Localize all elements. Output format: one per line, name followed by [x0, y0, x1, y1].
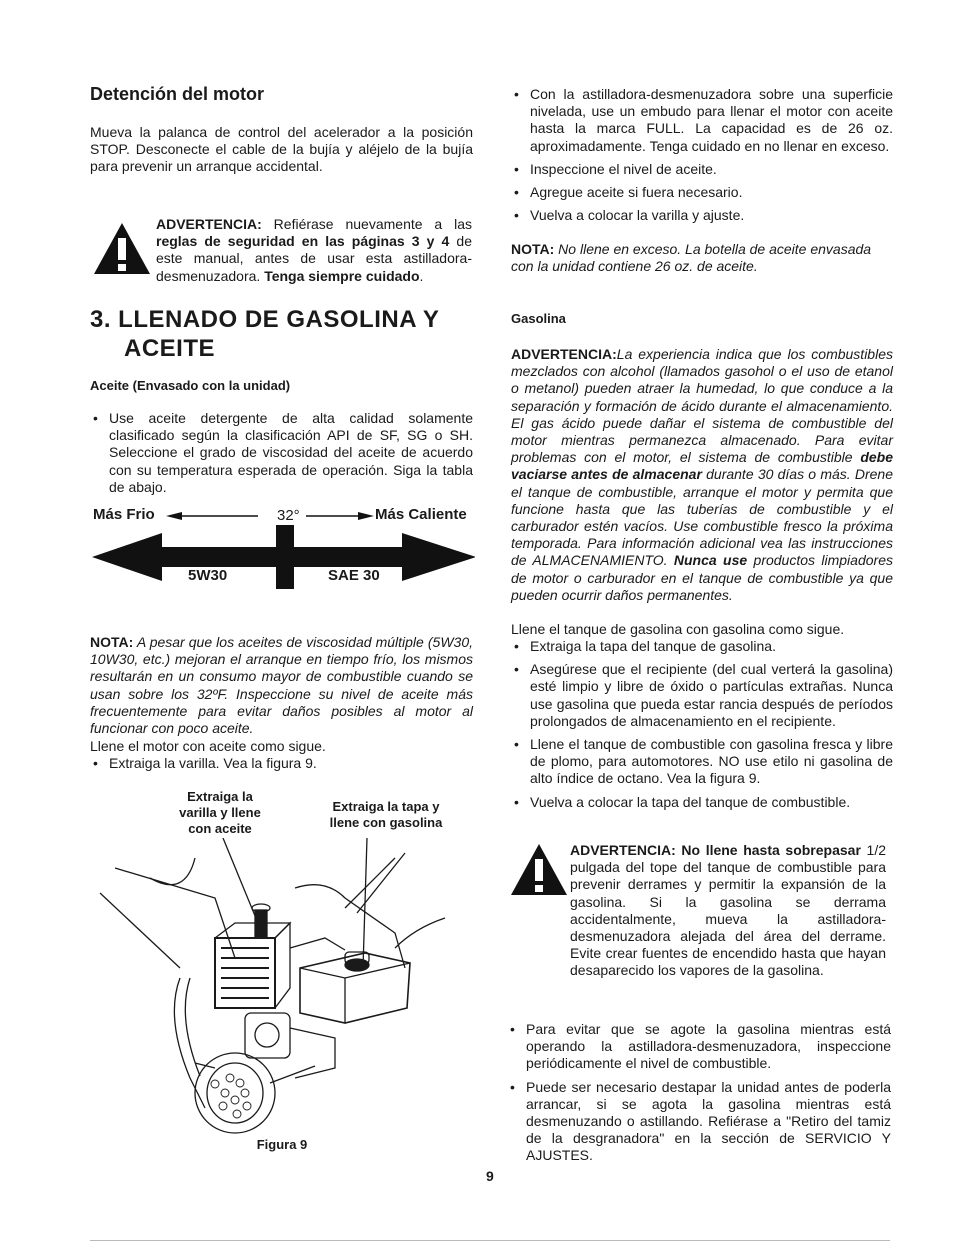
oil-subheading: Aceite (Envasado con la unidad) [90, 378, 291, 393]
callout-line: llene con gasolina [329, 815, 443, 830]
warning-paragraph-2 [570, 842, 886, 980]
oil-bullet-list [90, 410, 473, 502]
viscosity-chart [90, 503, 475, 595]
engine-illustration [95, 838, 455, 1138]
list-item: • Vuelva a colocar la tapa del tanque de combustible. [511, 794, 893, 811]
figure-caption [252, 1137, 312, 1153]
list-item: • Puede ser necesario destapar la unidad antes de poderla arrancar, si se agota la gasolina mientras está desmenuzando o astillando. Refiérase a "Retiro del tamiz de la desgranadora" en la sección de SERVICIO Y AJUSTES. [507, 1079, 891, 1165]
fill-oil-list [90, 755, 473, 778]
fill-gas-intro: Llene el tanque de gasolina con gasolina como sigue. [511, 621, 845, 637]
warning-triangle-icon [92, 221, 152, 276]
list-item: • Extraiga la varilla. Vea la figura 9. [90, 755, 473, 772]
callout-line: Extraiga la tapa y [332, 799, 440, 814]
warning-text-part: Refiérase nuevamente a las [261, 216, 472, 232]
list-item: • Agregue aceite si fuera necesario. [511, 184, 893, 201]
list-item: • Con la astilladora-desmenuzadora sobre una superficie nivelada, use un embudo para llenar el motor con aceite hasta la marca FULL. La capacidad es de 26 oz. aproximadamente. Tenga cuidado en no llenar en exceso. [511, 86, 893, 155]
nota-overfill-paragraph [511, 241, 893, 275]
footer-rule [90, 1240, 890, 1241]
viscosity-arrows-graphic [90, 503, 475, 595]
warning-label: ADVERTENCIA: [511, 346, 617, 362]
section-title-line-2: ACEITE [124, 335, 216, 362]
list-item: • Asegúrese que el recipiente (del cual verterá la gasolina) esté limpio y libre de óxido o partículas extrañas. Nunca use gasolina que pueda estar rancia después de períodos prolongados de almacenamiento en el recipiente. [511, 661, 893, 730]
figure-callout-dipstick [160, 789, 280, 837]
fill-oil-intro: Llene el motor con aceite como sigue. [90, 738, 326, 754]
figure-callout-fuel-cap [316, 799, 456, 831]
warning-bold-ref: reglas de seguridad en las páginas 3 y 4 [156, 233, 450, 250]
nota-paragraph [90, 634, 473, 737]
list-item: • Vuelva a colocar la varilla y ajuste. [511, 207, 893, 224]
section-title-line-1: 3. LLENADO DE GASOLINA Y [90, 306, 440, 333]
chart-cold-label: Más Frio [93, 506, 155, 523]
chart-right-grade: SAE 30 [328, 567, 380, 584]
warning-bold-never: Nunca use [673, 552, 748, 569]
gasoline-subheading: Gasolina [511, 311, 566, 326]
warning-text-part: . [419, 267, 424, 284]
warning-triangle-icon [509, 842, 569, 897]
gas-steps-list [511, 638, 893, 817]
nota-text: A pesar que los aceites de viscosidad múltiple (5W30, 10W30, etc.) mejoran el arranque en tiempo frío, los mismos resultarán en un consumo mayor de combustible cuando se usan sobre los 32ºF. Inspeccione su nivel de aceite más frecuentemente para evitar daños posibles al motor al funcionar con poco aceite. [90, 634, 473, 737]
list-item: • Extraiga la tapa del tanque de gasolina. [511, 638, 893, 655]
list-item: • Para evitar que se agote la gasolina mientras está operando la astilladora-desmenuzadora, inspeccione periódicamente el nivel de combustible. [507, 1021, 891, 1073]
oil-steps-list [511, 86, 893, 230]
nota-text: No llene en exceso. La botella de aceite envasada con la unidad contiene 26 oz. de aceite. [511, 241, 872, 275]
warning-italic-text: productos limpiadores de motor o carburador en el tanque de combustible ya que pueden ocurrir daños permanentes. [511, 552, 893, 603]
section-title [90, 305, 473, 363]
chart-center-label: 32° [277, 507, 300, 524]
warning-text: 1/2 pulgada del tope del tanque de combustible para prevenir derrames y permitir la expansión de la gasolina. Si la gasolina se derrama accidentalmente, mueva la astilladora-desmenuzadora alejada del área del derrame. Evite crear fuentes de encendido hasta que hayan desaparecido los vapores de la gasolina. [570, 842, 886, 979]
warning-text-part: de este manual, antes de usar esta astilladora-desmenuzadora. [156, 233, 472, 284]
list-item: • Use aceite detergente de alta calidad solamente clasificado según la clasificación API de SF, SG o SH. Seleccione el grado de viscosidad del aceite de acuerdo con su temperatura esperada de operación. Siga la tabla de abajo. [90, 410, 473, 496]
figure-caption-text: Figura 9 [256, 1137, 308, 1152]
final-tips-list [507, 1021, 891, 1171]
warning-bold-care: Tenga siempre cuidado [264, 267, 420, 284]
warning-paragraph-1 [156, 216, 472, 285]
warning-label: ADVERTENCIA: [156, 216, 262, 232]
list-item: • Llene el tanque de combustible con gasolina fresca y libre de plomo, para automotores. NO use etilo ni gasolina de alto índice de octano. Vea la figura 9. [511, 736, 893, 788]
chart-left-grade: 5W30 [188, 567, 228, 584]
callout-line: con aceite [188, 821, 252, 836]
detencion-paragraph: Mueva la palanca de control del acelerador a la posición STOP. Desconecte el cable de la bujía y aléjelo de la bujía para prevenir un arranque accidental. [90, 124, 473, 175]
gasoline-warning-paragraph [511, 346, 893, 604]
chart-hot-label: Más Caliente [375, 506, 467, 523]
callout-line: varilla y llene [179, 805, 261, 820]
list-item: • Inspeccione el nivel de aceite. [511, 161, 893, 178]
nota-label: NOTA: [511, 241, 555, 257]
page-number: 9 [486, 1168, 494, 1184]
callout-line: Extraiga la [187, 789, 253, 804]
warning-italic-text: durante 30 días o más. Drene el tanque de combustible, arranque el motor y permita que funcione hasta que las tuberías de combustible y el carburador estén vacíos. Use combustible fresco la próxima temporada. Para información adicional vea las instrucciones de ALMACENAMIENTO. [511, 466, 894, 569]
warning-bold-emphasis: debe vaciarse antes de almacenar [511, 449, 893, 483]
warning-label: ADVERTENCIA: No llene hasta sobrepasar [570, 842, 861, 858]
nota-label: NOTA: [90, 634, 134, 650]
section-heading-detencion: Detención del motor [90, 84, 265, 104]
warning-italic-text: La experiencia indica que los combustibles mezclados con alcohol (llamados gasohol o el uso de etanol o metanol) pueden atraer la humedad, lo que conduce a la separación y formación de ácido durante el almacenamiento. El gas ácido puede dañar el sistema de combustible del motor mientras permanezca almacenado. Para evitar problemas con el motor, el sistema de combustible [511, 346, 893, 466]
